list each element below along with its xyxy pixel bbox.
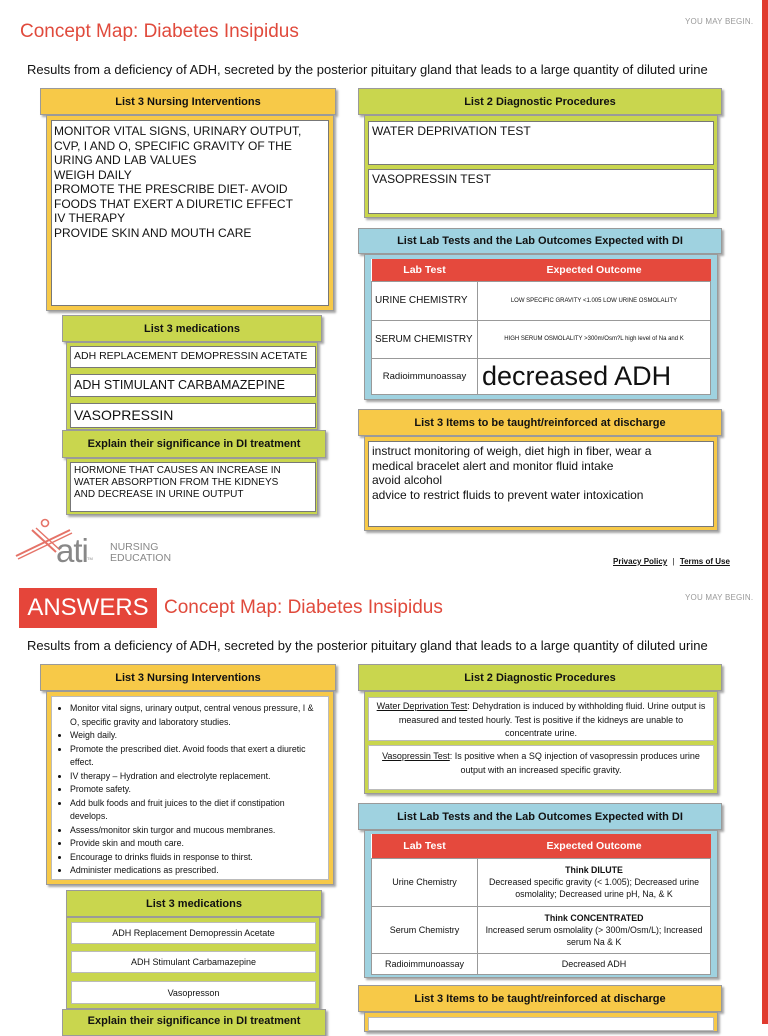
nursing-interventions-header: List 3 Nursing Interventions <box>40 88 336 115</box>
answers-lab-test-column-header: Lab Test <box>372 834 478 858</box>
expected-outcome-cell: Decreased ADH <box>478 953 711 974</box>
significance-header: Explain their significance in DI treatment <box>62 430 326 458</box>
answers-diagnostic-procedure-1 <box>368 697 714 741</box>
lab-test-cell: SERUM CHEMISTRY <box>372 320 478 358</box>
answers-lab-tests-header: List Lab Tests and the Lab Outcomes Expected with DI <box>358 803 722 830</box>
medication-3-answer[interactable]: VASOPRESSIN <box>70 403 316 428</box>
answer-line: IV THERAPY <box>54 211 126 225</box>
answer-line: WEIGH DAILY <box>54 167 132 182</box>
logo-ati-text: ati <box>56 532 88 569</box>
page-subtitle: Results from a deficiency of ADH, secreted by the posterior pituitary gland that leads to a large quantity of diluted urine <box>27 62 708 77</box>
expected-outcome-cell[interactable]: decreased ADH <box>478 358 711 394</box>
answer-line: CVP, I AND O, SPECIFIC GRAVITY OF THE <box>54 138 292 153</box>
lab-tests-table <box>371 259 711 395</box>
diagnostic-procedures-header: List 2 Diagnostic Procedures <box>358 88 722 115</box>
logo-tm-text: TM <box>87 556 93 561</box>
answers-diagnostic-procedures-header: List 2 Diagnostic Procedures <box>358 664 722 691</box>
expected-outcome-cell[interactable]: LOW SPECIFIC GRAVITY <1.005 LOW URINE OSMOLALITY <box>478 281 711 320</box>
vasopressin-test-title: Vasopressin Test <box>382 751 450 761</box>
vasopressin-test-text: : Is positive when a SQ injection of vasopressin produces urine output with an increased specific gravity. <box>449 751 700 775</box>
answers-medication-1: ADH Replacement Demopressin Acetate <box>71 922 316 944</box>
ati-logo <box>12 516 182 569</box>
table-row <box>372 858 711 906</box>
terms-of-use-link[interactable]: Terms of Use <box>679 557 730 566</box>
answer-line: MONITOR VITAL SIGNS, URINARY OUTPUT, <box>54 124 302 138</box>
discharge-teaching-answer[interactable] <box>368 441 714 527</box>
list-item: • Monitor vital signs, urinary output, central venous pressure, I & O, specific gravity and laboratory studies. <box>70 702 324 729</box>
answers-lab-tests-table <box>371 834 711 975</box>
answers-medication-2: ADH Stimulant Carbamazepine <box>71 951 316 973</box>
diagnostic-procedures-frame <box>364 115 718 218</box>
answers-lab-tests-frame <box>364 830 718 978</box>
table-row <box>372 320 711 358</box>
medications-header: List 3 medications <box>62 315 322 342</box>
list-item: • Promote the prescribed diet. Avoid foods that exert a diuretic effect. <box>70 743 324 770</box>
answer-line: instruct monitoring of weigh, diet high in fiber, wear a <box>372 444 652 458</box>
you-may-begin-text: YOU MAY BEGIN. <box>685 17 754 26</box>
list-item: • Administer medications as prescribed. <box>70 864 324 878</box>
lab-test-cell: Urine Chemistry <box>372 858 478 906</box>
answers-discharge-teaching-box <box>368 1017 714 1031</box>
footer-links <box>613 557 730 566</box>
answer-line: WATER ABSORPTION FROM THE KIDNEYS <box>74 477 279 488</box>
significance-frame <box>66 458 318 515</box>
answer-line: URING AND LAB VALUES <box>54 153 197 167</box>
privacy-policy-link[interactable]: Privacy Policy <box>613 557 668 566</box>
nursing-interventions-answer[interactable] <box>51 120 329 306</box>
list-item: • Assess/monitor skin turgor and mucous membranes. <box>70 824 324 838</box>
lab-test-column-header: Lab Test <box>372 259 478 281</box>
answers-significance-header: Explain their significance in DI treatment <box>62 1009 326 1036</box>
expected-outcome-cell <box>478 906 711 953</box>
logo-line-education: EDUCATION <box>110 552 172 564</box>
answers-badge: ANSWERS <box>19 588 157 628</box>
expected-outcome-cell[interactable]: HIGH SERUM OSMOLALITY >300m/Osm?L high level of Na and K <box>478 320 711 358</box>
logo-line-nursing: NURSING <box>110 541 159 553</box>
logo-nursing-education <box>110 542 171 564</box>
answer-line: advice to restrict fluids to prevent water intoxication <box>372 487 644 502</box>
footer-separator: | <box>672 557 675 566</box>
answer-line: medical bracelet alert and monitor fluid intake <box>372 458 614 473</box>
diagnostic-procedure-1-answer[interactable]: WATER DEPRIVATION TEST <box>368 121 714 165</box>
answers-diagnostic-procedures-frame <box>364 691 718 794</box>
medication-2-answer[interactable]: ADH STIMULANT CARBAMAZEPINE <box>70 374 316 397</box>
diagnostic-procedure-2-answer[interactable]: VASOPRESSIN TEST <box>368 169 714 214</box>
water-deprivation-test-title: Water Deprivation Test <box>376 701 468 711</box>
answers-medications-frame <box>66 917 320 1009</box>
list-item: • Weigh daily. <box>70 729 324 743</box>
answer-line: AND DECREASE IN URINE OUTPUT <box>74 489 244 500</box>
table-row <box>372 281 711 320</box>
list-item: • IV therapy – Hydration and electrolyte replacement. <box>70 770 324 784</box>
nursing-interventions-frame <box>46 115 334 311</box>
outcome-text: Decreased specific gravity (< 1.005); Decreased urine osmolality; Decreased urine pH, Na, & K <box>488 877 699 899</box>
answer-line: HORMONE THAT CAUSES AN INCREASE IN <box>74 465 281 476</box>
list-item: • Add bulk foods and fruit juices to the diet if constipation develops. <box>70 797 324 824</box>
list-item: • Promote safety. <box>70 783 324 797</box>
answers-expected-outcome-column-header: Expected Outcome <box>478 834 711 858</box>
significance-answer[interactable] <box>70 462 316 512</box>
expected-outcome-column-header: Expected Outcome <box>478 259 711 281</box>
medication-1-answer[interactable]: ADH REPLACEMENT DEMOPRESSIN ACETATE <box>70 346 316 368</box>
lab-test-cell: Radioimmunoassay <box>372 358 478 394</box>
discharge-teaching-header: List 3 Items to be taught/reinforced at discharge <box>358 409 722 436</box>
answers-medication-3: Vasopresson <box>71 981 316 1004</box>
expected-outcome-cell <box>478 858 711 906</box>
answers-discharge-teaching-header: List 3 Items to be taught/reinforced at discharge <box>358 985 722 1012</box>
lab-test-cell: Radioimmunoassay <box>372 953 478 974</box>
answer-line: FOODS THAT EXERT A DIURETIC EFFECT <box>54 196 293 211</box>
answers-diagnostic-procedure-2 <box>368 745 714 790</box>
water-deprivation-test-text: : Dehydration is induced by withholding fluid. Urine output is measured and tested hourly. Test is positive if the kidneys are unable to concentrate urine. <box>398 701 706 738</box>
nursing-interventions-bullets <box>54 702 324 878</box>
page-edge-bar <box>762 0 768 1024</box>
page-title: Concept Map: Diabetes Insipidus <box>20 21 299 42</box>
answers-you-may-begin-text: YOU MAY BEGIN. <box>685 593 754 602</box>
answer-line: PROVIDE SKIN AND MOUTH CARE <box>54 225 252 240</box>
answers-nursing-interventions-list <box>51 696 329 880</box>
answers-page-title: Concept Map: Diabetes Insipidus <box>164 597 443 618</box>
answers-discharge-teaching-frame <box>364 1012 718 1032</box>
table-row <box>372 358 711 394</box>
table-row <box>372 906 711 953</box>
table-row <box>372 953 711 974</box>
list-item: • Encourage to drinks fluids in response to thirst. <box>70 851 324 865</box>
medications-frame <box>66 342 318 430</box>
discharge-teaching-frame <box>364 436 718 531</box>
lab-test-cell: Serum Chemistry <box>372 906 478 953</box>
lab-tests-frame <box>364 254 718 400</box>
answers-medications-header: List 3 medications <box>66 890 322 917</box>
answers-nursing-interventions-header: List 3 Nursing Interventions <box>40 664 336 691</box>
answer-line: avoid alcohol <box>372 473 443 487</box>
outcome-emphasis: Think DILUTE <box>565 865 623 875</box>
answers-subtitle: Results from a deficiency of ADH, secreted by the posterior pituitary gland that leads to a large quantity of diluted urine <box>27 638 708 653</box>
answers-nursing-interventions-frame <box>46 691 334 885</box>
outcome-emphasis: Think CONCENTRATED <box>544 912 644 923</box>
lab-tests-header: List Lab Tests and the Lab Outcomes Expected with DI <box>358 228 722 254</box>
outcome-text: Increased serum osmolality (> 300m/Osm/L); Increased serum Na & K <box>485 924 703 947</box>
list-item: • Provide skin and mouth care. <box>70 837 324 851</box>
answer-line: PROMOTE THE PRESCRIBE DIET- AVOID <box>54 182 288 196</box>
lab-test-cell: URINE CHEMISTRY <box>372 281 478 320</box>
